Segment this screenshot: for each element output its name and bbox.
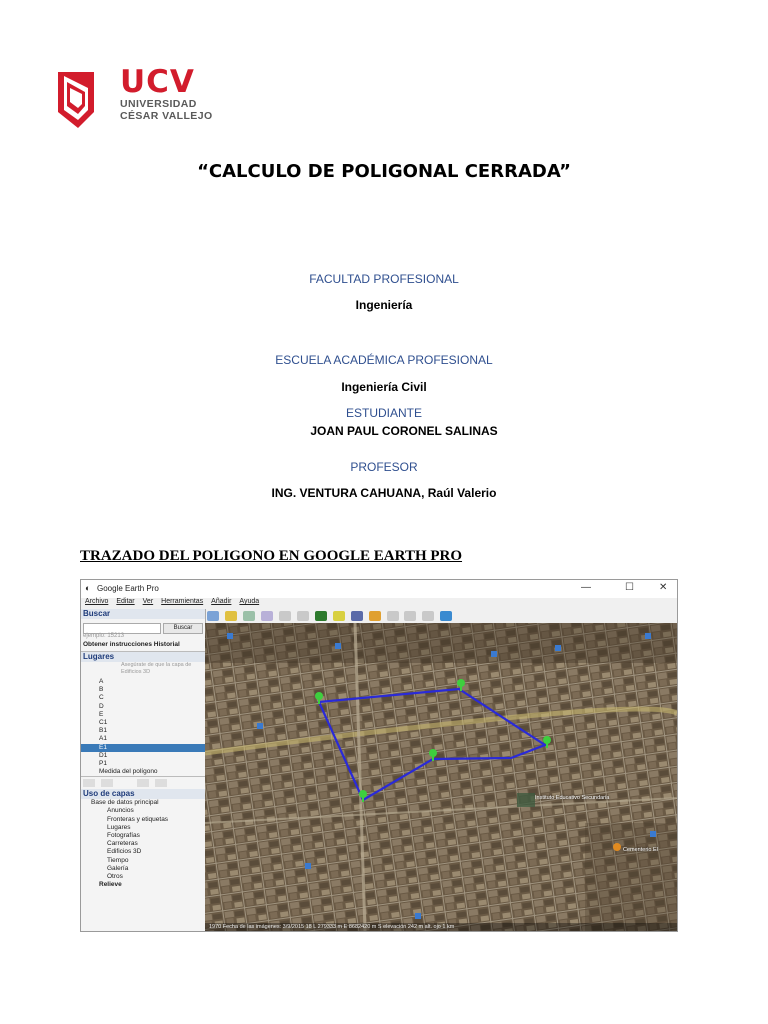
search-box bbox=[81, 619, 205, 641]
professor-label: PROFESOR bbox=[350, 460, 418, 474]
layer-item[interactable]: Carreteras bbox=[107, 840, 138, 848]
logo-line-1: UNIVERSIDAD bbox=[120, 98, 197, 110]
university-wordmark bbox=[120, 66, 213, 122]
path-icon[interactable] bbox=[261, 611, 273, 621]
place-item[interactable]: A bbox=[99, 678, 104, 685]
map-imagery bbox=[205, 623, 677, 931]
search-button[interactable]: Buscar bbox=[163, 623, 203, 634]
place-item[interactable]: C bbox=[99, 694, 104, 702]
move-down-icon[interactable] bbox=[155, 779, 167, 787]
menu-ayuda[interactable]: Ayuda bbox=[239, 598, 260, 605]
place-item[interactable]: B1 bbox=[99, 727, 107, 735]
section-heading: TRAZADO DEL POLIGONO EN GOOGLE EARTH PRO bbox=[80, 548, 463, 564]
layer-item[interactable]: Galería bbox=[107, 864, 129, 872]
place-item-selected[interactable]: E1 bbox=[81, 744, 205, 752]
menu-archivo[interactable]: Archivo bbox=[85, 598, 109, 605]
student-value: JOAN PAUL CORONEL SALINAS bbox=[310, 424, 498, 438]
document-title: “CALCULO DE POLIGONAL CERRADA” bbox=[197, 161, 571, 182]
menu-editar[interactable]: Editar bbox=[116, 598, 135, 605]
search-example: ejemplo: 15213 bbox=[83, 633, 125, 639]
maximize-icon[interactable]: ☐ bbox=[625, 582, 634, 593]
school-value: Ingeniería Civil bbox=[341, 380, 427, 394]
ge-menubar bbox=[81, 598, 677, 609]
ruler-icon[interactable] bbox=[369, 611, 381, 621]
planets-icon[interactable] bbox=[351, 611, 363, 621]
close-icon[interactable]: ✕ bbox=[659, 582, 668, 593]
panel-icon[interactable] bbox=[101, 779, 113, 787]
menu-herramientas[interactable]: Herramientas bbox=[161, 598, 204, 605]
layer-item[interactable]: Anuncios bbox=[107, 807, 134, 815]
save-image-icon[interactable] bbox=[422, 611, 434, 621]
layer-item[interactable]: Tiempo bbox=[107, 856, 129, 864]
ge-titlebar bbox=[81, 580, 677, 598]
tour-icon[interactable] bbox=[297, 611, 309, 621]
menu-anadir[interactable]: Añadir bbox=[211, 598, 232, 605]
move-up-icon[interactable] bbox=[137, 779, 149, 787]
places-toolbar bbox=[81, 776, 205, 789]
search-panel-header[interactable]: Buscar bbox=[81, 609, 205, 619]
ge-toolbar bbox=[205, 609, 677, 623]
school-label: ESCUELA ACADÉMICA PROFESIONAL bbox=[275, 353, 493, 367]
placemark-icon[interactable] bbox=[225, 611, 237, 621]
globe-icon: ◐ bbox=[85, 583, 91, 593]
faculty-label: FACULTAD PROFESIONAL bbox=[309, 272, 459, 286]
search-links[interactable]: Obtener instrucciones Historial bbox=[81, 641, 205, 652]
place-item[interactable]: A1 bbox=[99, 735, 107, 743]
map-statusbar: 1970 Fecha de las imágenes: 3/9/2015 18 L 279333 m E 8682420 m S elevación 242 m alt. ojo 1 km bbox=[205, 923, 677, 931]
history-icon[interactable] bbox=[315, 611, 327, 621]
professor-value: ING. VENTURA CAHUANA, Raúl Valerio bbox=[271, 486, 497, 500]
ge-window-title: Google Earth Pro bbox=[97, 584, 159, 593]
layers-panel-header[interactable]: Uso de capas bbox=[81, 789, 205, 799]
search-places-icon[interactable] bbox=[83, 779, 95, 787]
menu-ver[interactable]: Ver bbox=[142, 598, 154, 605]
layer-item[interactable]: Fotografías bbox=[107, 832, 140, 839]
layer-item[interactable]: Otros bbox=[107, 872, 123, 880]
overlay-icon[interactable] bbox=[279, 611, 291, 621]
map-label-school: Instituto Educativo Secundaria bbox=[535, 795, 610, 801]
email-icon[interactable] bbox=[387, 611, 399, 621]
place-item[interactable]: B bbox=[99, 686, 104, 694]
place-item[interactable]: E bbox=[99, 710, 104, 718]
faculty-value: Ingeniería bbox=[355, 298, 413, 312]
layer-item[interactable]: Lugares bbox=[107, 823, 131, 831]
print-icon[interactable] bbox=[404, 611, 416, 621]
layer-item[interactable]: Relieve bbox=[99, 881, 122, 889]
polygon-icon[interactable] bbox=[243, 611, 255, 621]
ge-sidebar bbox=[81, 609, 206, 931]
logo-line-2: CÉSAR VALLEJO bbox=[120, 110, 213, 122]
google-earth-screenshot bbox=[80, 579, 678, 932]
place-item[interactable]: C1 bbox=[99, 718, 108, 726]
maps-icon[interactable] bbox=[440, 611, 452, 621]
places-panel-header[interactable]: Lugares bbox=[81, 652, 205, 662]
layer-item[interactable]: Edificios 3D bbox=[107, 848, 142, 856]
layer-item[interactable]: Fronteras y etiquetas bbox=[107, 815, 169, 823]
sidebar-toggle-icon[interactable] bbox=[207, 611, 219, 621]
student-label: ESTUDIANTE bbox=[345, 406, 422, 420]
place-item[interactable]: P1 bbox=[99, 759, 107, 767]
map-label-cemetery: Cementerio El bbox=[623, 847, 658, 853]
place-item[interactable]: D1 bbox=[99, 751, 108, 759]
place-item[interactable]: D bbox=[99, 702, 104, 710]
satellite-map[interactable] bbox=[205, 623, 677, 931]
minimize-icon[interactable]: — bbox=[581, 582, 591, 593]
logo-abbreviation: UCV bbox=[120, 64, 195, 100]
places-hint: Asegúrate de que la capa de Edificios 3D bbox=[121, 662, 192, 675]
layer-item[interactable]: Base de datos principal bbox=[91, 799, 159, 807]
sun-icon[interactable] bbox=[333, 611, 345, 621]
place-item[interactable]: Medida del polígono bbox=[99, 768, 158, 776]
